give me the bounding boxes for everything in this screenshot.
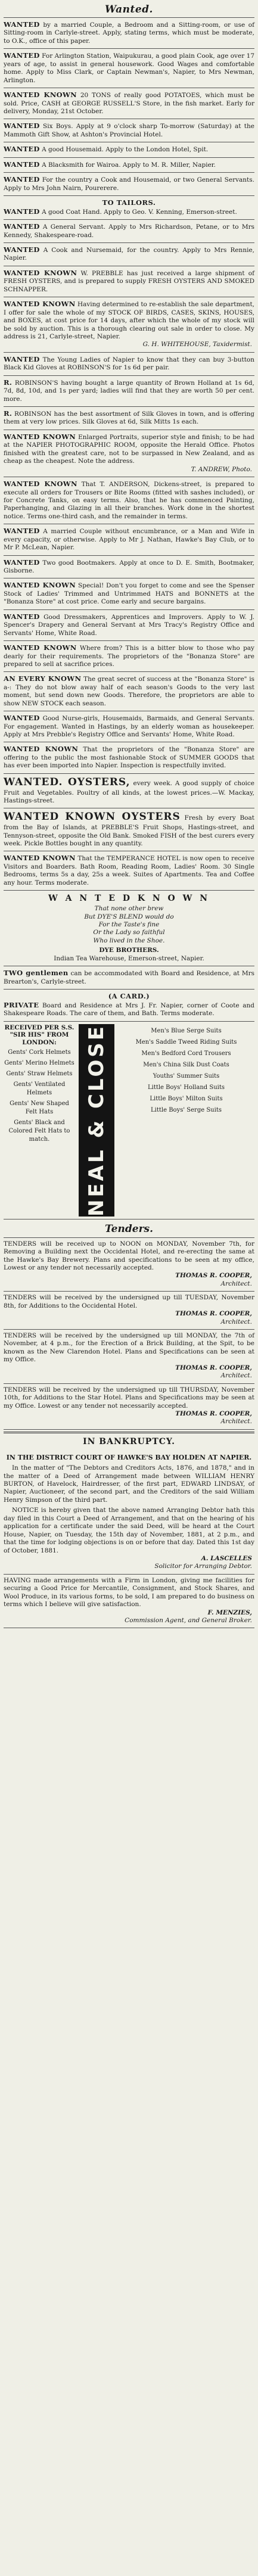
ad-body: Good Dressmakers, Apprentices and Improvers. Apply to W. J. Spencer's Drapery and General Servant at Mrs Tracy's Registry Office and Servants' Home, White Road.: [4, 613, 254, 637]
ad-heading-line: (A CARD.): [108, 992, 150, 1001]
verse-line: But DYE'S BLEND would do: [84, 913, 174, 920]
ad-cook-housemaid: [4, 173, 254, 196]
ad-firm-address: Indian Tea Warehouse, Emerson-street, Napier.: [54, 954, 204, 962]
ad-body: every week. A good supply of choice Fruit and Vegetables. Poultry of all kinds, at the lowest prices.—W. Mackay, Hastings-street.: [4, 779, 254, 804]
ad-body: A Blacksmith for Wairoa. Apply to M. R. Miller, Napier.: [42, 161, 216, 169]
verse-line: That none other brew: [94, 905, 164, 913]
ad-body: Enlarged Portraits, superior style and finish; to be had at the NAPIER PHOTOGRAPHIC ROOM, opposite the Herald Office. Photos finished with the greatest care, not to be surpassed in New Zealand, and as cheap as the cheapest. Note the address.: [4, 433, 254, 465]
neal-close-right-item: Little Boys' Milton Suits: [150, 1095, 223, 1102]
ad-body: ROBINSON'S having bought a large quantity of Brown Holland at 1s 6d, 7d, 8d, 10d, and 1s per yard; ladies will find that they are worth 50 per cent. more.: [4, 379, 254, 403]
ad-heading: WANTED: [4, 612, 40, 621]
ad-prebble: [4, 266, 254, 297]
ad-nurse-girls: [4, 711, 254, 742]
ad-heading: WANTED: [4, 122, 40, 130]
ads-column: [4, 17, 254, 1022]
neal-close-right-item: Men's Blue Serge Suits: [151, 1027, 222, 1034]
ad-body: Where from? This is a bitter blow to those who pay dearly for their requirements. The proprietors of the "Bonanza Store" are prepared to sell at sacrifice prices.: [4, 645, 254, 668]
ad-body: by a married Couple, a Bedroom and a Sitting-room, or use of Sitting-room in Carlyle-street. Apply, stating terms, which must be moderate, to O.K., office of this paper.: [4, 21, 254, 45]
ad-body: The great secret of success at the "Bonanza Store" is a-: They do not blow away half of each season's Goods to the very last moment, but send down new Goods. Therefore, the proprietors are able to show NEW STOCK each season.: [4, 676, 254, 707]
ad-signature: T. ANDREW, Photo.: [191, 465, 252, 473]
ad-portraits: [4, 430, 254, 477]
neal-close-left-item: Gents' New Shaped Felt Hats: [10, 1100, 69, 1116]
ad-body: That T. ANDERSON, Dickens-street, is prepared to execute all orders for Trousers or Bite Rooms (fitted with sashes included), or for Concrete Tanks, on easy terms. Also, that he has commenced Painting, Paperhanging, and Glazing in all their branches. Work done in the shortest notice. Terms one-third cash, and the remainder in terms.: [4, 481, 254, 520]
ad-body: Special! Don't you forget to come and see the Spenser Stock of Ladies' Trimmed and Untrimmed HATS and BONNETS at the "Bonanza Store" at cost price. Come early and secure bargains.: [4, 582, 254, 606]
ad-waipukurau: [4, 49, 254, 88]
ad-couple-situation: [4, 524, 254, 555]
ad-dressmakers: [4, 610, 254, 641]
menzies-ad: [4, 1575, 254, 1629]
neal-close-right-item: Youths' Summer Suits: [153, 1072, 220, 1079]
neal-close-left-item: Gents' Black and Colored Felt Hats to match.: [8, 1119, 70, 1143]
ad-heading: W A N T E D K N O W N: [48, 894, 210, 904]
tender-text: TENDERS will be received by the undersigned up till THURSDAY, November 10th, for Additions to the Star Hotel. Plans and Specifications may be seen at my Office. Lowest or any tender not necessarily accepted.: [4, 1386, 254, 1410]
ad-temperance: [4, 851, 254, 891]
menzies-ad-text: HAVING made arrangements with a Firm in London, giving me facilities for securing a Good Price for Mercantile, Consignment, and Stock Shares, and Wool Produce, in its various forms, to be sold, I am prepared to do business on terms which I believe will give satisfaction.: [4, 1576, 254, 1609]
newspaper-page: [4, 0, 254, 1634]
neal-close-right-item: Little Boys' Holland Suits: [147, 1084, 225, 1091]
ad-body: That the TEMPERANCE HOTEL is now open to receive Visitors and Boarders. Bath Room, Reading Room, Ladies' Room. 30 Single Bedrooms, terms 5s a day, 25s a week. Suites of Apartments. Tea and Coffee any hour. Terms moderate.: [4, 855, 255, 886]
ad-heading: WANTED: [4, 222, 40, 231]
ad-body: Six Boys. Apply at 9 o'clock sharp To-morrow (Saturday) at the Mammoth Gift Show, at Ashton's Provincial Hotel.: [4, 123, 254, 138]
ad-body: ROBINSON has the best assortment of Silk Gloves in town, and is offering them at very low prices. Silk Gloves at 6d, Silk Mitts 1s each.: [4, 410, 255, 426]
ad-heading: WANTED: [4, 145, 40, 154]
ad-tailors: [4, 196, 254, 220]
ad-cook-nurse: [4, 243, 254, 266]
ad-body: 20 TONS of really good POTATOES, which must be sold. Price, CASH at GEORGE RUSSELL'S Store, in the fish market. Early for delivery, Monday, 21st October.: [4, 92, 255, 115]
ad-blacksmith: [4, 158, 254, 173]
ad-housemaid-hotel: [4, 142, 254, 157]
ad-body: For Arlington Station, Waipukurau, a good plain Cook, age over 17 years of age, to assist in general housework. Good Wages and comfortable home. Apply to Miss Clark, or Captain Newman's, Napier, to Mrs Newman, Arlington.: [4, 52, 254, 84]
tender-signature-role: Architect.: [220, 1372, 252, 1380]
bankruptcy-notice: [4, 1449, 254, 1575]
tender-signature-role: Architect.: [220, 1280, 252, 1287]
divider: [4, 1432, 254, 1433]
ad-heading: WANTED: [4, 175, 40, 184]
ad-heading: WANTED KNOWN: [4, 581, 76, 590]
ad-tea-known: [4, 891, 254, 966]
ad-heading: WANTED: [4, 354, 40, 363]
verse-line: For the Taste's fine: [98, 921, 160, 928]
ad-heading: WANTED: [4, 207, 40, 216]
ad-heading: WANTED KNOWN: [4, 432, 76, 441]
neal-close-left: [4, 1024, 75, 1217]
neal-close-ad: [4, 1022, 254, 1219]
ad-bootmakers: [4, 556, 254, 579]
ad-body: That the proprietors of the "Bonanza Store" are offering to the public the most fashionable Stock of SUMMER GOODS that has ever been imported into Napier. Inspection is respectfully invited.: [4, 746, 254, 770]
ad-heading: WANTED: [4, 527, 40, 536]
tenders-column: [4, 1237, 254, 1430]
bankruptcy-in-matter: In the matter of "The Debtors and Creditors Acts, 1876, and 1878," and in the matter of a Deed of Arrangement made between WILLIAM HENRY BURTON, of Havelock, Hairdresser, of the first part, EDWARD LINDSAY, of Napier, Auctioneer, of the second part, and the Creditors of the said William Henry Simpson of the third part.: [4, 1464, 254, 1504]
tender-text: TENDERS will be received up to NOON on MONDAY, November 7th, for Removing a Building next the Occidental Hotel, and re-erecting the same at the Hawke's Bay Brewery. Plans and specifications to be seen at my office, Lowest or any tender not necessarily accepted.: [4, 1240, 254, 1271]
ad-heading: WANTED KNOWN: [4, 854, 76, 863]
ad-brown-holland: [4, 376, 254, 407]
tender-signature-name: THOMAS R. COOPER,: [175, 1310, 252, 1318]
ad-young-ladies: [4, 353, 254, 376]
tender-signature-role: Architect.: [220, 1418, 252, 1426]
ad-heading: AN EVERY KNOWN: [4, 674, 82, 683]
neal-close-brand: NEAL & CLOSE: [85, 1023, 108, 1217]
ad-oysters-1: [4, 774, 254, 809]
neal-close-right-items: [118, 1024, 254, 1217]
ad-heading: WANTED KNOWN: [4, 643, 77, 652]
ad-body: A married Couple without encumbrance, or a Man and Wife in every capacity, or otherwise. Apply to Mr J. Nathan, Hawke's Bay Club, or to Mr P. McLean, Napier.: [4, 528, 254, 552]
ad-body: The Young Ladies of Napier to know that they can buy 3-button Black Kid Gloves at ROBINSON'S for 1s 6d per pair.: [4, 356, 254, 372]
ad-heading: WANTED KNOWN: [4, 268, 77, 277]
ad-heading: WANTED: [4, 160, 40, 169]
ad-body: Having determined to re-establish the sale department, I offer for sale the whole of my STOCK OF BIRDS, CASES, SKINS, HOUSES, and BOXES, at cost price for 14 days, after which the whole of my stock will be sold by auction. This is a thorough clearing out sale in order to close. My address is 21, Carlyle-street, Napier.: [4, 301, 254, 340]
ad-body: can be accommodated with Board and Residence, at Mrs Brearton's, Carlyle-street.: [4, 970, 255, 985]
ad-married-couple: [4, 17, 254, 49]
ad-body: A General Servant. Apply to Mrs Richardson, Petane, or to Mrs Kennedy, Shakespeare-road.: [4, 223, 254, 239]
ad-heading: TWO gentlemen: [4, 969, 69, 978]
neal-close-right-item: Men's Saddle Tweed Riding Suits: [135, 1038, 237, 1046]
section-title-wanted: Wanted.: [105, 4, 153, 15]
ad-heading: WANTED KNOWN: [4, 745, 79, 754]
ad-six-boys: [4, 119, 254, 142]
ad-heading: R.: [4, 409, 13, 418]
ad-heading: WANTED KNOWN: [4, 91, 77, 99]
ad-bonanza-summer: [4, 742, 254, 773]
ad-signature: G. H. WHITEHOUSE, Taxidermist.: [142, 341, 252, 349]
ad-taxidermist: [4, 297, 254, 353]
neal-close-left-item: Gents' Cork Helmets: [8, 1049, 71, 1056]
neal-close-right-item: Little Boys' Serge Suits: [151, 1106, 222, 1113]
ad-body: W. PREBBLE has just received a large shipment of FRESH OYSTERS, and is prepared to supply FRESH OYSTERS AND SMOKED SCHNAPPER.: [4, 269, 254, 293]
ad-heading: WANTED KNOWN: [4, 480, 77, 489]
tender-signature-name: THOMAS R. COOPER,: [175, 1410, 252, 1417]
tender-signature-role: Architect.: [220, 1318, 252, 1326]
neal-close-left-items: [4, 1049, 75, 1144]
ad-heading: WANTED: [4, 245, 40, 254]
neal-close-left-item: Gents' Merino Helmets: [4, 1060, 74, 1067]
neal-close-left-item: Gents' Ventilated Helmets: [13, 1081, 66, 1097]
tender-4: [4, 1384, 254, 1430]
ad-silk-gloves: [4, 407, 254, 430]
ad-oysters-2: [4, 808, 254, 851]
ad-heading: PRIVATE: [4, 1000, 39, 1009]
tender-signature-name: THOMAS R. COOPER,: [175, 1364, 252, 1371]
tender-text: TENDERS will be received by the undersigned up till TUESDAY, November 8th, for Additions to the Occidental Hotel.: [4, 1294, 254, 1309]
tender-1: [4, 1237, 254, 1292]
menzies-signature-name: F. MENZIES,: [207, 1609, 252, 1616]
ad-body: A Cook and Nursemaid, for the country. Apply to Mrs Rennie, Napier.: [4, 247, 254, 262]
ad-spensler: [4, 578, 254, 609]
ad-heading: WANTED: [4, 714, 40, 723]
ad-body: Fresh by every Boat from the Bay of Islands, at PREBBLE'S Fruit Shops, Hastings-street, and Tennyson-street, opposite the Old Bank. Smoked FISH of the best curers every week. Pickle Bottles bought in any quantity.: [4, 814, 254, 848]
ad-accommodation: [4, 966, 254, 990]
ad-heading: WANTED. OYSTERS,: [4, 776, 130, 788]
ad-heading: WANTED: [4, 51, 40, 60]
ad-firm-name: DYE BROTHERS.: [99, 947, 159, 954]
bankruptcy-notice-text: NOTICE is hereby given that the above named Arranging Debtor hath this day filed in this Court a Deed of Arrangement, and that on the hearing of his application for a certificate under the said Deed, will be heard at the Court House, Napier, on Tuesday, the 15th day of November, 1881, at 2 p.m., and that the time for lodging objections is on or before that day. Dated this 1st day of October, 1881.: [4, 1507, 254, 1554]
bankruptcy-signature-role: Solicitor for Arranging Debtor.: [154, 1563, 252, 1570]
ad-potatoes: [4, 88, 254, 119]
verse-line: Or the Lady so faithful: [93, 929, 165, 937]
ad-body: A good Housemaid. Apply to the London Hotel, Spit.: [42, 146, 209, 154]
section-title-bankruptcy: IN BANKRUPTCY.: [83, 1436, 175, 1446]
ad-heading-line: TO TAILORS.: [102, 198, 156, 207]
ad-body: Good Nurse-girls, Housemaids, Barmaids, and General Servants. For engagement. Wanted in Hastings, by an elderly woman as housekeeper. Apply at Mrs Prebble's Registry Office and Servants' Home, White Road.: [4, 715, 255, 739]
ad-general-servant: [4, 220, 254, 243]
ad-great-secret: [4, 672, 254, 711]
neal-close-right-item: Men's Bedford Cord Trousers: [141, 1050, 231, 1057]
tender-text: TENDERS will be received by the undersigned up till MONDAY, the 7th of November, at 4 p.m., for the Erection of a Brick Building, at the Spit, to be known as the New Clarendon Hotel. Plans and Specifications can be seen at my Office.: [4, 1332, 254, 1364]
tender-3: [4, 1330, 254, 1384]
court-heading: IN THE DISTRICT COURT OF HAWKE'S BAY HOLDEN AT NAPIER.: [6, 1453, 252, 1461]
ad-anderson: [4, 477, 254, 524]
tender-2: [4, 1292, 254, 1330]
ad-heading: R.: [4, 378, 13, 387]
ad-body: Board and Residence at Mrs J. Fr. Napier, corner of Coote and Shakespeare Roads. The care of them, and Bath. Terms moderate.: [4, 1001, 254, 1018]
ad-body: For the country a Cook and Housemaid, or two General Servants. Apply to Mrs John Nairn, Pourerere.: [4, 176, 255, 192]
menzies-signature-role: Commission Agent, and General Broker.: [125, 1617, 252, 1625]
ad-heading: WANTED KNOWN OYSTERS: [4, 811, 181, 823]
tender-signature-name: THOMAS R. COOPER,: [175, 1272, 252, 1280]
ad-heading: WANTED: [4, 558, 40, 567]
ad-heading: WANTED: [4, 20, 40, 29]
ad-private-board: [4, 990, 254, 1022]
neal-close-left-header: RECEIVED PER S.S. "SIR HIS" FROM LONDON:: [4, 1023, 74, 1046]
ad-body: A good Coat Hand. Apply to Geo. V. Kenning, Emerson-street.: [42, 208, 237, 216]
neal-close-brand-box: [79, 1024, 114, 1217]
neal-close-left-item: Gents' Straw Helmets: [6, 1071, 73, 1078]
verse-line: Who lived in the Shoe.: [93, 937, 165, 944]
ad-body: Two good Bootmakers. Apply at once to D. E. Smith, Bootmaker, Gisborne.: [4, 559, 254, 575]
ad-heading: WANTED KNOWN: [4, 300, 76, 309]
ad-bitter-blow: [4, 641, 254, 672]
bankruptcy-signature-name: A. LASCELLES: [201, 1554, 252, 1562]
neal-close-right-item: Men's China Silk Dust Coats: [143, 1061, 229, 1068]
section-title-tenders: Tenders.: [104, 1222, 154, 1235]
